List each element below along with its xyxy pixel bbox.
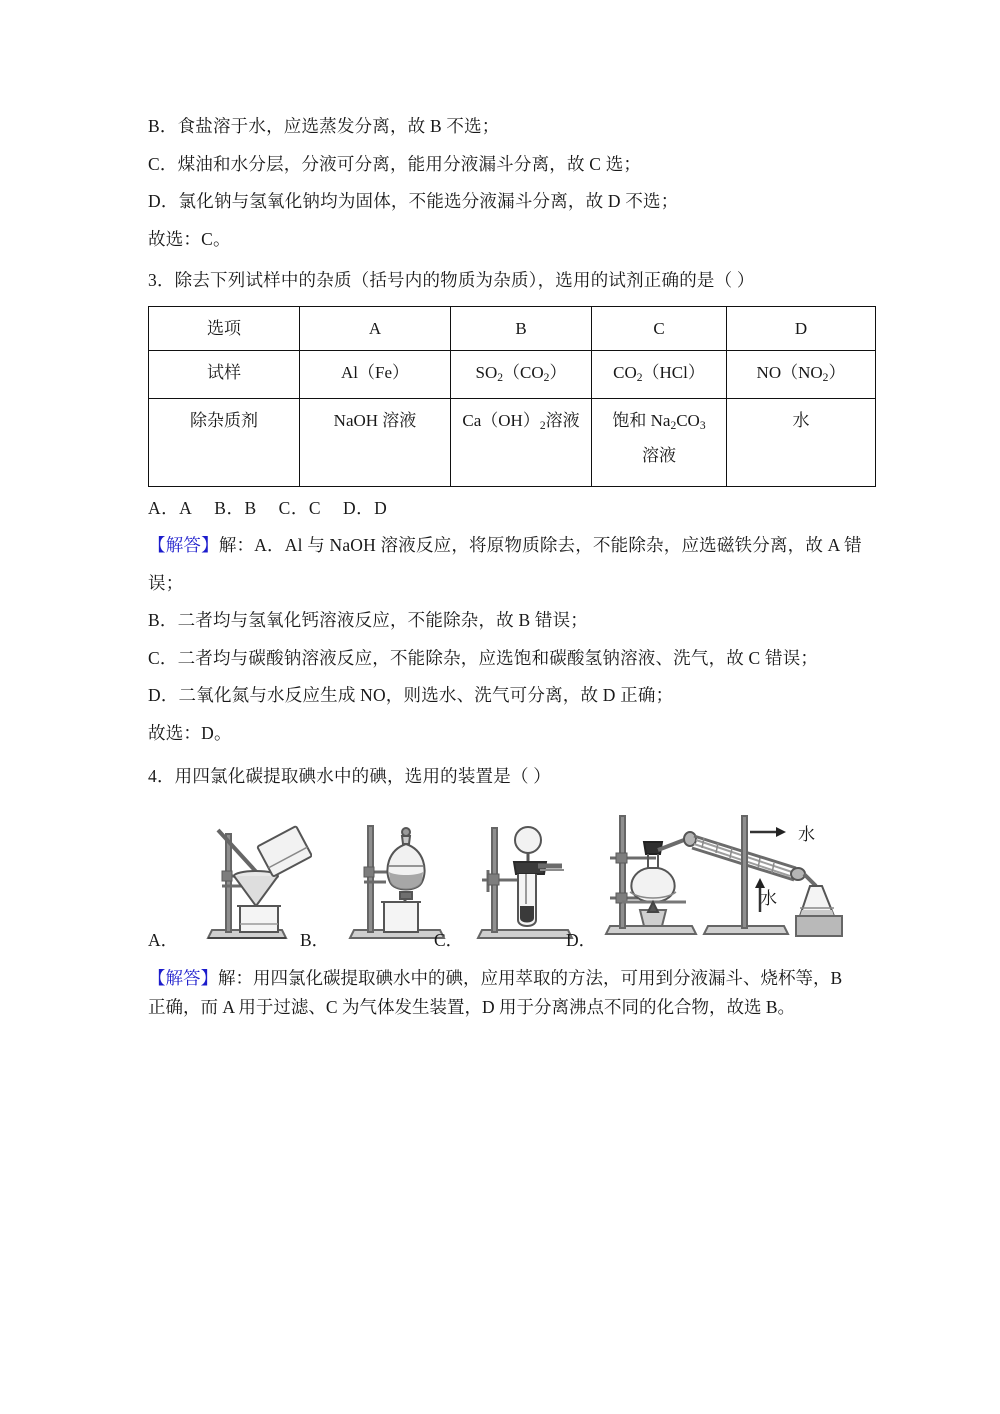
table-cell-sample-a: Al（Fe） — [300, 350, 451, 399]
question-4-answer-line-2: 正确，而 A 用于过滤、C 为气体发生装置，D 用于分离沸点不同的化合物，故选 B。 — [148, 996, 796, 1017]
table-header-sample: 试样 — [149, 350, 300, 399]
table-cell-option-c: C — [592, 306, 727, 350]
question-4-stem — [148, 758, 854, 796]
explanation-line-b: B．食盐溶于水，应选蒸发分离，故 B 不选； — [148, 116, 500, 136]
answer-label-4: 【解答】 — [148, 967, 218, 988]
figure-label-b: B． — [300, 929, 330, 950]
table-cell-reagent-d: 水 — [727, 399, 876, 487]
figure-label-c: C． — [434, 929, 464, 950]
table-header-option: 选项 — [149, 306, 300, 350]
explanation-line-d: D．氯化钠与氢氧化钠均为固体，不能选分液漏斗分离，故 D 不选； — [148, 191, 679, 211]
table-header-reagent: 除杂质剂 — [149, 399, 300, 487]
explanation-line-c: C．煤油和水分层，分液可分离，能用分液漏斗分离，故 C 选； — [148, 153, 642, 174]
question-3-answer-line-2: 误； — [148, 572, 184, 593]
option-a[interactable]: A．A — [148, 498, 193, 519]
table-cell-sample-c: $CO_2(HCl)$ — [592, 350, 727, 399]
distillation-water-label-top: 水 — [798, 824, 815, 844]
figure-a-filtration — [182, 814, 312, 946]
distillation-water-label-bottom: 水 — [760, 888, 777, 908]
question-3-options — [148, 491, 854, 525]
question-3-answer-line-4: C．二者均与碳酸钠溶液反应，不能除杂，应选饱和碳酸氢钠溶液、洗气，故 C 错误； — [148, 647, 819, 668]
question-3-number: 3 — [148, 270, 157, 290]
question-3-text: ．除去下列试样中的杂质（括号内的物质为杂质），选用的试剂正确的是（ ） — [156, 270, 755, 290]
question-3-answer-line-3: B．二者均与氢氧化钙溶液反应，不能除杂，故 B 错误； — [148, 610, 588, 631]
question-3-answer-line-5: D．二氧化氮与水反应生成 NO，则选水、洗气可分离，故 D 正确； — [148, 685, 674, 706]
table-cell-sample-b: $SO_2(CO_2)$ — [451, 350, 592, 399]
table-row-sample — [149, 350, 876, 399]
table-cell-option-b: B — [451, 306, 592, 350]
table-cell-sample-d: $NO(NO_2)$ — [727, 350, 876, 399]
answer-text-4-1: 解：用四氯化碳提取碘水中的碘，应用萃取的方法，可用到分液漏斗、烧杯等，B — [218, 967, 843, 988]
table-cell-reagent-c: 饱和 $Na_2CO_3$ 溶液 — [592, 399, 727, 487]
question-4-text: ．用四氯化碳提取碘水中的碘，选用的装置是（ ） — [156, 766, 551, 787]
filtration-apparatus-icon — [182, 814, 312, 946]
answer-label-3: 【解答】 — [148, 535, 219, 556]
question-3-answer-line-6: 故选：D。 — [148, 722, 232, 743]
table-cell-reagent-b: $Ca(OH)_2$溶液 — [451, 399, 592, 487]
option-c[interactable]: C．C — [278, 498, 321, 519]
figure-label-a: A． — [148, 929, 179, 950]
explanation-answer-line: 故选：C。 — [148, 228, 231, 249]
table-row-reagent — [149, 399, 876, 487]
page-content — [148, 108, 862, 1022]
table-cell-option-d: D — [727, 306, 876, 350]
question-4-number: 4 — [148, 766, 157, 787]
question-3-answer-line-1 — [148, 527, 862, 565]
question-4-answer-line-1 — [148, 964, 854, 993]
option-b[interactable]: B．B — [214, 498, 257, 519]
table-row-options — [149, 306, 876, 350]
answer-text-3-1: 解：A．Al 与 NaOH 溶液反应，将原物质除去，不能除杂，应选磁铁分离，故 A 错 — [218, 535, 862, 556]
table-cell-option-a: A — [300, 306, 451, 350]
figure-label-d: D． — [566, 929, 597, 950]
question-4-figures — [148, 804, 854, 954]
question-3-stem — [148, 262, 854, 300]
option-d[interactable]: D．D — [343, 498, 388, 519]
table-cell-reagent-a: NaOH 溶液 — [300, 399, 451, 487]
question-3-table — [148, 306, 876, 488]
